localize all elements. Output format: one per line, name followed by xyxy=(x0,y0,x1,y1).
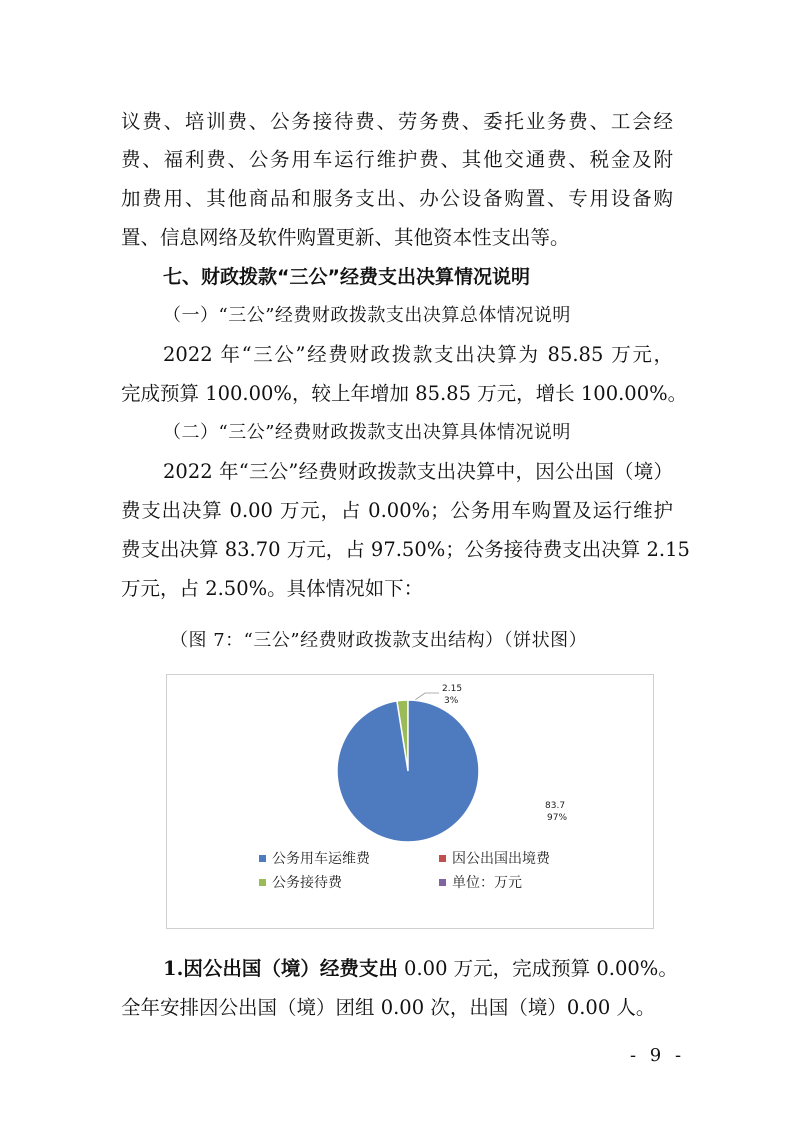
body-text-line: 置、信息网络及软件购置更新、其他资本性支出等。 xyxy=(121,226,570,249)
body-text-line: 2022 年“三公”经费财政拨款支出决算中，因公出国（境） xyxy=(163,460,673,483)
subsection-heading: （二）“三公”经费财政拨款支出决算具体情况说明 xyxy=(163,422,571,443)
legend-swatch xyxy=(259,855,266,862)
body-text-line: 费支出决算 0.00 万元，占 0.00%；公务用车购置及运行维护 xyxy=(121,499,673,522)
pie-slice xyxy=(337,700,479,842)
pie-value-label: 2.15 xyxy=(442,684,463,694)
legend-item xyxy=(439,872,522,892)
body-text-line: 议费、培训费、公务接待费、劳务费、委托业务费、工会经 xyxy=(121,110,673,133)
item-heading: 1.因公出国（境）经费支出 xyxy=(163,957,398,980)
legend-label: 单位：万元 xyxy=(452,875,522,891)
section-heading: 七、财政拨款“三公”经费支出决算情况说明 xyxy=(163,266,530,288)
body-text-line: 费支出决算 83.70 万元，占 97.50%；公务接待费支出决算 2.15 xyxy=(121,538,690,561)
body-text-line: 加费用、其他商品和服务支出、办公设备购置、专用设备购 xyxy=(121,187,673,210)
subsection-heading: （一）“三公”经费财政拨款支出决算总体情况说明 xyxy=(163,305,571,326)
pie-chart-svg xyxy=(167,675,653,928)
pie-percent-label: 97% xyxy=(547,813,568,823)
legend-label: 公务用车运维费 xyxy=(272,851,370,867)
page-number: - 9 - xyxy=(630,1045,686,1066)
legend-swatch xyxy=(439,855,446,862)
pie-percent-label: 3% xyxy=(444,696,459,706)
body-text-line xyxy=(163,957,678,981)
body-text-line: 费、福利费、公务用车运行维护费、其他交通费、税金及附 xyxy=(121,148,673,171)
legend-label: 因公出国出境费 xyxy=(452,851,550,867)
item-text: 0.00 万元，完成预算 0.00%。 xyxy=(397,957,678,980)
body-text-line: 万元，占 2.50%。具体情况如下： xyxy=(121,577,424,600)
body-text-line: 全年安排因公出国（境）团组 0.00 次，出国（境）0.00 人。 xyxy=(121,996,656,1019)
legend-item xyxy=(439,848,550,868)
figure-caption: （图 7：“三公”经费财政拨款支出结构）（饼状图） xyxy=(170,630,588,651)
legend-label: 公务接待费 xyxy=(272,875,342,891)
legend-swatch xyxy=(259,879,266,886)
pie-value-label: 83.7 xyxy=(545,801,566,811)
body-text-line: 完成预算 100.00%，较上年增加 85.85 万元，增长 100.00%。 xyxy=(121,382,688,405)
body-text-line: 2022 年“三公”经费财政拨款支出决算为 85.85 万元， xyxy=(163,343,673,366)
legend-swatch xyxy=(439,879,446,886)
pie-chart xyxy=(166,674,654,929)
legend-item xyxy=(259,872,342,892)
legend-item xyxy=(259,848,370,868)
